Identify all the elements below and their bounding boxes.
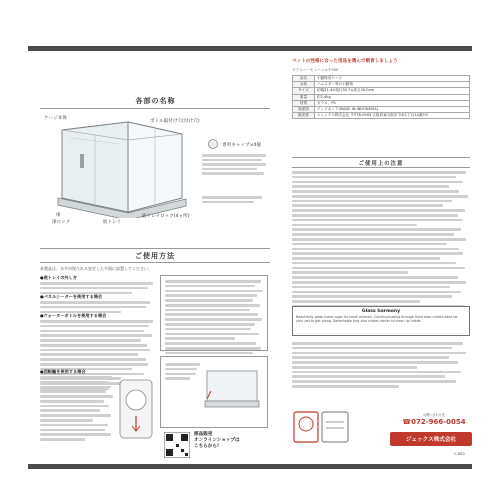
text-line [292,233,454,236]
text-line [40,405,109,408]
text-line [40,287,148,290]
text-line [292,190,459,193]
spec-key: 原産国 [293,107,315,113]
text-line [40,282,153,285]
brand-logo [390,432,472,446]
spec-value: ガラス、PS [315,100,470,106]
online-shop-block[interactable] [164,432,268,458]
text-line [40,301,150,304]
spec-value: ハムスター等の小動物 [315,82,470,88]
text-line [165,290,263,293]
text-line [165,280,261,283]
spec-row [293,113,470,119]
text-line [40,419,93,422]
harmony-title: Glass harmony [361,309,401,314]
text-line [292,267,465,270]
text-line [40,334,152,337]
label-door-lock: 扉ロック [52,220,71,225]
text-line [40,386,111,389]
text-line [40,325,149,328]
product-code: C-800 [454,452,465,456]
spec-value: 約2.4kg [315,94,470,100]
usage-divider-bottom [40,262,270,263]
text-line [292,257,440,260]
label-shelf-lock: ボトル取付け穴(付け穴) [150,119,200,124]
diagram-panel-text [165,280,265,366]
footer-note-lines [292,342,470,390]
usage-step-4: ●回転輪を使用する場合 [40,369,86,374]
phone-value: 072-966-0054 [411,417,466,426]
text-line [40,409,100,412]
phone-number [398,418,470,426]
text-line [165,285,255,288]
text-line [40,400,104,403]
spec-key: 対象 [293,82,315,88]
text-line [40,395,113,398]
text-line [40,306,146,309]
text-line [292,200,452,203]
text-line [292,204,443,207]
caution-title: ご使用上の注意 [358,161,404,167]
spec-value: ジェックス株式会社 〒578-0903 大阪府東大阪市今米1丁目14番5号 [315,113,470,119]
text-line [292,276,458,279]
contact-caption: お問い合わせ先 [422,413,446,417]
usage-title: ご使用方法 [135,252,175,260]
product-line: グラスハーモニーマルチ300 [292,68,339,72]
text-line [165,337,235,340]
diagram-panel [160,275,268,351]
parts-note-block [202,154,270,177]
label-cage-body: ケージ本体 [44,116,67,121]
header-note: ペットの性格に合った用品を選んで飼育しましょう [292,59,398,64]
text-line [165,347,261,350]
harmony-text: Beautifully glass made cage for small animals. Communicating through front door makes ease for your pet to get along. Detachable tray also makes easier to clean up inside. [296,315,458,323]
phone-icon: ☎ [402,417,412,426]
cap-icon [206,138,220,150]
text-line [40,339,141,342]
text-line [292,181,463,184]
text-line [292,286,450,289]
text-line [292,371,461,374]
text-line [165,373,196,376]
label-tray-lock: 底トレイロック(4ヵ所) [142,214,190,219]
spec-key: 材質 [293,100,315,106]
tray-diagram-panel [160,356,268,428]
text-line [292,375,445,378]
text-line [165,299,253,302]
text-line [292,176,456,179]
text-line [292,243,447,246]
text-line [292,195,468,198]
contact-block [398,413,470,426]
brand-name: ジェックス株式会社 [405,437,457,443]
text-line [292,380,456,383]
usage-step-2: ●パネルシーターを使用する場合 [40,294,103,299]
text-line [165,323,255,326]
text-line [40,414,111,417]
text-line [292,352,466,355]
text-line [292,262,456,265]
harmony-box [292,306,470,336]
usage-step-3: ●ウォーターボトルを使用する場合 [40,313,107,318]
text-line [292,252,463,255]
text-line [40,358,146,361]
text-line [40,330,144,333]
spec-table [292,75,470,119]
usage-intro: 本製品は、水平が保たれる安定した平面に設置してください。 [40,266,152,271]
parts-divider [40,108,270,109]
text-line [292,347,452,350]
cage-illustration [40,114,200,218]
text-line [292,385,399,388]
text-line [40,349,150,352]
text-line [292,171,466,174]
text-line [292,238,466,241]
tray-diagram-text [165,363,201,382]
usage-step-1: ●底トレイの外し方 [40,275,77,280]
spec-key: 品名 [293,76,315,82]
text-line [292,209,465,212]
text-line [292,342,463,345]
text-line [165,328,251,331]
online-shop-text: 部品販売 オンラインショップは こちらから! [194,432,240,449]
text-line [292,248,459,251]
text-line [292,281,466,284]
parts-title: 各部の名称 [135,97,176,105]
spec-key: 重量 [293,94,315,100]
text-line [292,356,449,359]
text-line [292,300,420,303]
text-line [292,271,408,274]
text-line [40,429,105,432]
text-line [165,313,258,316]
top-rule [28,46,472,51]
text-line [40,376,112,379]
text-line [165,363,200,366]
caution-divider-top [292,157,470,158]
bottom-rule [28,464,472,469]
text-line [40,433,111,436]
text-line [292,228,461,231]
spec-key: サイズ [293,88,315,94]
tray-diagram-illustration [201,363,265,411]
text-line [40,381,108,384]
text-line [40,390,106,393]
text-line [40,344,147,347]
text-line [165,352,253,355]
spec-value: 小動物用ケージ [315,76,470,82]
text-line [292,361,458,364]
parts-note-block-2 [202,196,270,205]
text-line [40,424,108,427]
label-door: 扉 [56,213,61,218]
wheel-illustration [116,376,156,446]
label-caps: 専用キャップ×4個 [222,143,261,148]
text-line [292,291,461,294]
text-line [292,214,458,217]
text-line [292,185,449,188]
text-line [165,377,190,380]
text-line [165,309,250,312]
usage-divider-top [40,248,270,249]
brand-seal-icon [292,408,352,448]
qr-code-icon[interactable] [164,432,190,458]
text-line [165,342,256,345]
text-line [292,366,417,369]
text-line [165,294,257,297]
text-line [40,438,85,441]
text-line [165,318,262,321]
text-line [165,368,197,371]
text-line [40,353,138,356]
text-line [292,219,463,222]
text-line [40,363,148,366]
text-line [165,333,259,336]
usage-step-4-text [40,376,115,443]
label-base-tray: 底トレイ [103,220,122,225]
spec-value: 約幅31.4×奥行30.7×高さ30.0cm [315,88,470,94]
spec-value: インドネシア(MADE IN INDONESIA) [315,107,470,113]
text-line [165,304,260,307]
text-line [40,320,153,323]
text-line [292,295,452,298]
text-line [292,224,417,227]
spec-key: 販売者 [293,113,315,119]
caution-divider-bottom [292,167,470,168]
